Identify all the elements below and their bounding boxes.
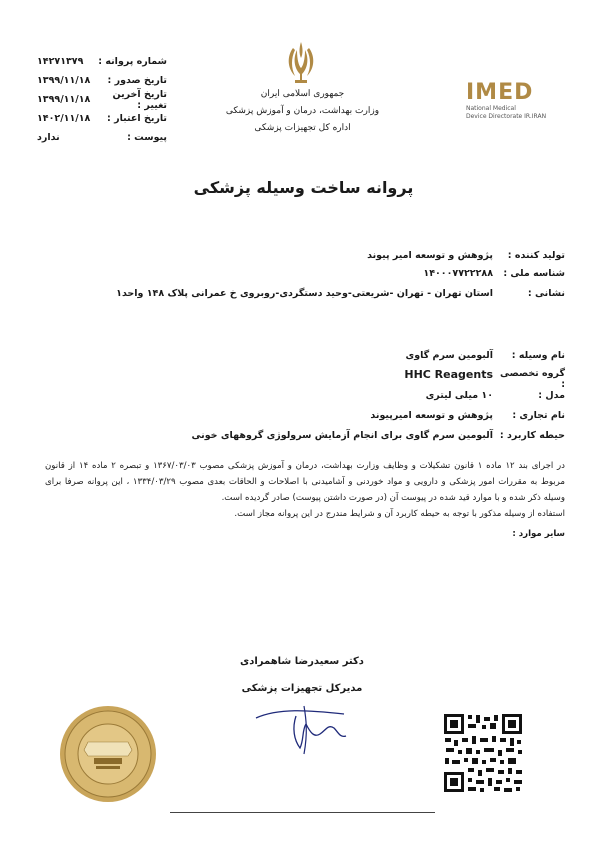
license-body [45, 458, 565, 542]
producer-field [45, 250, 565, 261]
address-field [45, 288, 565, 299]
signatory-title: مدیرکل تجهیزات پزشکی [241, 683, 363, 694]
imed-logo-sub-1: National Medical [466, 105, 516, 112]
license-number: ۱۴۲۷۱۳۷۹ [37, 56, 84, 67]
brand-field [45, 410, 565, 421]
device-model-label: مدل : [538, 390, 565, 401]
brand-label: نام تجاری : [512, 410, 565, 421]
validity-label: تاریخ اعتبار : [107, 113, 167, 124]
qr-code-icon [442, 712, 524, 794]
validity-date: ۱۴۰۲/۱۱/۱۸ [37, 113, 91, 124]
scope-field [45, 430, 565, 441]
imed-logo-sub-2: Device Directorate IR.IRAN [466, 113, 547, 120]
device-name-value: آلبومین سرم گاوی [405, 350, 493, 361]
signature-icon [248, 688, 358, 758]
iran-emblem-icon [279, 40, 323, 86]
signatory-name: دکتر سعیدرضا شاهمرادی [240, 656, 364, 667]
brand-value: پژوهش و توسعه امیرپیوند [370, 410, 493, 421]
validity-row [37, 109, 167, 128]
national-id-value: ۱۴۰۰۰۷۷۲۲۲۸۸ [423, 268, 493, 279]
device-name-label: نام وسیله : [511, 350, 565, 361]
national-id-field [45, 268, 565, 279]
last-change-label: تاریخ آخرین تغییر : [112, 88, 167, 111]
ministry-line-1: جمهوری اسلامی ایران [260, 89, 345, 99]
issue-date-row [37, 71, 167, 90]
body-paragraph-2: استفاده از وسیله مذکور با توجه به حیطه کاربرد آن و شرایط مندرج در این پروانه مجاز است. [234, 509, 565, 519]
last-change-date: ۱۳۹۹/۱۱/۱۸ [37, 94, 91, 105]
ministry-header [215, 86, 390, 137]
device-model-value: ۱۰ میلی لیتری [425, 390, 493, 401]
issue-date-label: تاریخ صدور : [107, 75, 167, 86]
last-change-row [37, 90, 167, 109]
scope-label: حیطه کاربرد : [499, 430, 565, 441]
device-name-field [45, 350, 565, 361]
ministry-line-2: وزارت بهداشت، درمان و آموزش پزشکی [225, 106, 380, 116]
ministry-line-3: اداره کل تجهیزات پزشکی [254, 123, 351, 133]
license-meta [37, 52, 167, 147]
imed-logo [466, 80, 566, 121]
footer-divider [170, 812, 435, 813]
scope-value: آلبومین سرم گاوی برای انجام آزمایش سرولوژی گروههای خونی [191, 430, 493, 441]
certificate-seal-icon [58, 704, 158, 804]
device-group-field [45, 368, 565, 390]
attachment-value: ندارد [37, 132, 60, 143]
national-id-label: شناسه ملی : [503, 268, 565, 279]
license-number-row [37, 52, 167, 71]
license-number-label: شماره پروانه : [98, 56, 167, 67]
device-model-field [45, 390, 565, 401]
page-title: پروانه ساخت وسیله پزشکی [193, 178, 414, 197]
other-items-label: سایر موارد : [512, 529, 565, 539]
address-label: نشانی : [527, 288, 565, 299]
body-paragraph-1: در اجرای بند ۱۲ ماده ۱ قانون تشکیلات و وظایف وزارت بهداشت، درمان و آموزش پزشکی مصوب ۱۳۶۷/۰۳/۰۳ و تبصره ۲ ماده ۱۴ از قانون مربوط به مقررات امور پزشکی و دارویی و مواد خوردنی و آشامیدنی با اصلاحات و الحاقات بعدی مصوب ۱۳۳۴/۰۳/۲۹ ، این پروانه صرفا برای وسیله ذکر شده و با موارد قید شده در پیوست آن (در صورت داشتن پیوست) صادر گردیده است. [45, 461, 566, 503]
attachment-row [37, 128, 167, 147]
attachment-label: پیوست : [127, 132, 167, 143]
issue-date: ۱۳۹۹/۱۱/۱۸ [37, 75, 91, 86]
device-group-label: گروه تخصصی : [499, 368, 565, 390]
address-value: استان تهران - تهران -شریعتی-وحید دستگردی-روبروی خ عمرانی پلاک ۱۴۸ واحد۱ [116, 288, 493, 299]
producer-label: تولید کننده : [507, 250, 565, 261]
device-group-value: HHC Reagents [404, 368, 493, 381]
producer-value: پژوهش و توسعه امیر پیوند [367, 250, 493, 261]
imed-logo-word: IMED [466, 80, 534, 105]
